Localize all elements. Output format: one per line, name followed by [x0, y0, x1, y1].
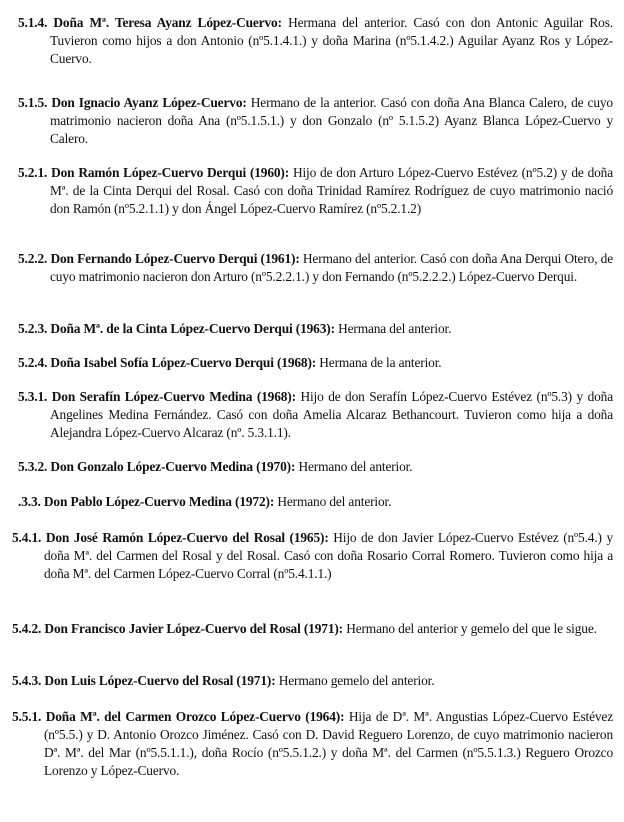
entry-text: Hijo de don Javier López-Cuervo Estévez (nº5.4.) y doña Mª. del Carmen del Rosal y del Rosal. Casó con doña Rosario Corral Romero. Tuvieron como hija a doña Mª. del Carmen López-Cuervo Corral (nº5.4.1.1.) — [44, 530, 613, 581]
entry-5-2-4 — [18, 354, 613, 372]
entry-5-2-1 — [18, 164, 613, 218]
entry-text: Hermano del anterior. — [277, 494, 392, 509]
entry-5-4-1 — [12, 529, 613, 583]
entry-heading: 5.3.1. Don Serafín López-Cuervo Medina (1968): — [18, 389, 296, 404]
entry-heading: .3.3. Don Pablo López-Cuervo Medina (1972): — [18, 494, 275, 509]
entry-text: Hermana del anterior. — [338, 321, 452, 336]
entry-5-1-5 — [18, 94, 613, 148]
entry-heading: 5.3.2. Don Gonzalo López-Cuervo Medina (1970): — [18, 459, 296, 474]
entry-heading: 5.5.1. Doña Mª. del Carmen Orozco López-Cuervo (1964): — [12, 709, 345, 724]
entry-heading: 5.2.2. Don Fernando López-Cuervo Derqui (1961): — [18, 251, 300, 266]
entry-heading: 5.4.3. Don Luis López-Cuervo del Rosal (1971): — [12, 673, 276, 688]
entry-text: Hijo de don Serafín López-Cuervo Estévez (nº5.3) y doña Angelines Medina Fernández. Casó con doña Amelia Alcaraz Bethancourt. Tuvieron como hija a doña Alejandra López-Cuervo Alcaraz (nº. 5.3.1.1). — [50, 389, 613, 440]
entry-heading: 5.2.3. Doña Mª. de la Cinta López-Cuervo Derqui (1963): — [18, 321, 335, 336]
entry-text: Hermano gemelo del anterior. — [278, 673, 435, 688]
entry-text: Hermano de la anterior. Casó con doña Ana Blanca Calero, de cuyo matrimonio nacieron doña Ana (nº5.1.5.1.) y don Gonzalo (nº 5.1.5.2) Ayanz Blanca López-Cuervo y Calero. — [50, 95, 613, 146]
entry-5-4-3 — [12, 672, 613, 690]
entry-5-4-2 — [12, 620, 613, 638]
entry-heading: 5.4.1. Don José Ramón López-Cuervo del Rosal (1965): — [12, 530, 329, 545]
entry-text: Hermana de la anterior. — [319, 355, 442, 370]
entry-5-3-3 — [18, 493, 613, 511]
entry-heading: 5.4.2. Don Francisco Javier López-Cuervo del Rosal (1971): — [12, 621, 343, 636]
entry-text: Hijo de don Arturo López-Cuervo Estévez (nº5.2) y de doña Mª. de la Cinta Derqui del Rosal. Casó con doña Trinidad Ramírez Rodríguez de cuyo matrimonio nació don Ramón (nº5.2.1.1) y don Ángel López-Cuervo Ramírez (nº5.2.1.2) — [50, 165, 613, 216]
entry-5-3-1 — [18, 388, 613, 442]
entry-text: Hermano del anterior. Casó con doña Ana Derqui Otero, de cuyo matrimonio nacieron don Arturo (nº5.2.2.1.) y don Fernando (nº5.2.2.2.) López-Cuervo Derqui. — [50, 251, 613, 284]
entry-text: Hermano del anterior. — [298, 459, 413, 474]
entry-heading: 5.1.5. Don Ignacio Ayanz López-Cuervo: — [18, 95, 247, 110]
entry-5-2-2 — [18, 250, 613, 286]
entry-5-3-2 — [18, 458, 613, 476]
entry-heading: 5.2.1. Don Ramón López-Cuervo Derqui (1960): — [18, 165, 290, 180]
entry-5-5-1 — [12, 708, 614, 780]
entry-5-1-4 — [18, 14, 613, 68]
entry-text: Hija de Dª. Mª. Angustias López-Cuervo Estévez (nº5.5.) y D. Antonio Orozco Jiménez. Casó con D. David Reguero Lorenzo, de cuyo matrimonio nacieron Dª. Mª. del Mar (nº5.5.1.1.), doña Rocío (nº5.5.1.2.) y doña Mª. del Carmen (nº5.5.1.3.) Reguero Orozco Lorenzo y López-Cuervo. — [44, 709, 614, 778]
entry-heading: 5.1.4. Doña Mª. Teresa Ayanz López-Cuervo: — [18, 15, 282, 30]
entry-5-2-3 — [18, 320, 613, 338]
entry-text: Hermano del anterior y gemelo del que le sigue. — [346, 621, 597, 636]
entry-text: Hermana del anterior. Casó con don Antonic Aguilar Ros. Tuvieron como hijos a don Antonio (nº5.1.4.1.) y doña Marina (nº5.1.4.2.) Aguilar Ayanz Ros y López-Cuervo. — [50, 15, 613, 66]
entry-heading: 5.2.4. Doña Isabel Sofía López-Cuervo Derqui (1968): — [18, 355, 317, 370]
